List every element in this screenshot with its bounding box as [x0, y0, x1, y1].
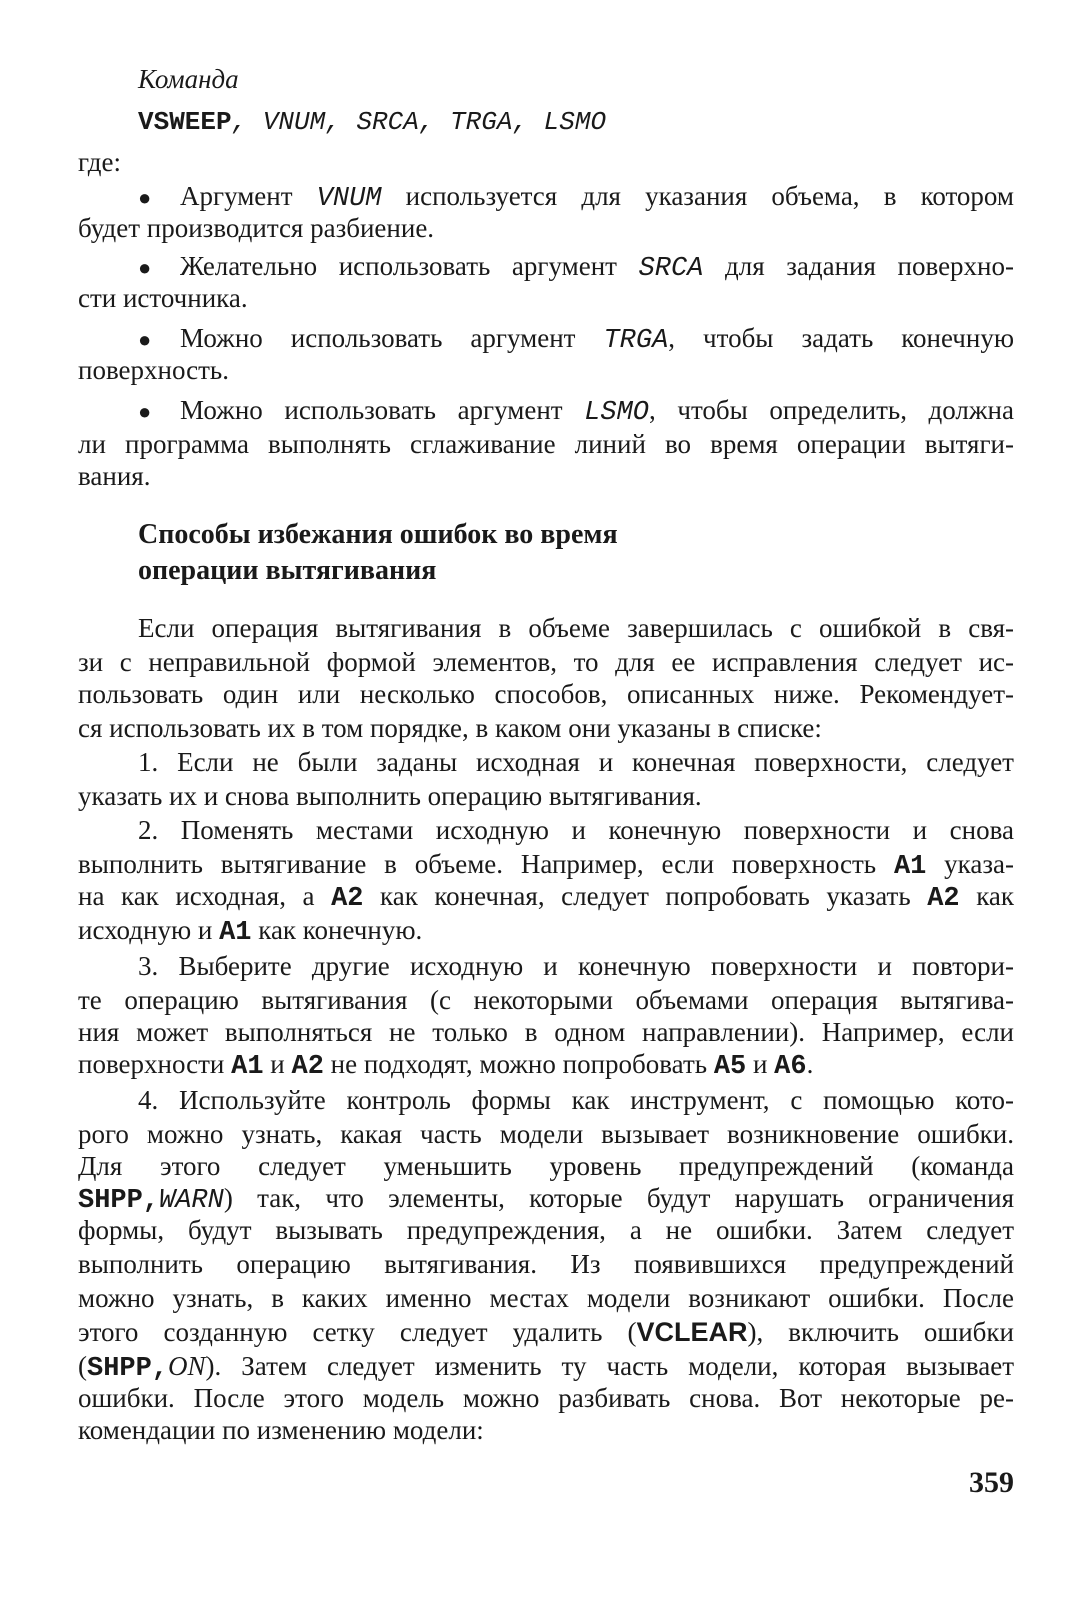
where-label: где: [78, 147, 121, 177]
command-label: Команда [138, 64, 239, 94]
list-item-4-line-5: формы, будут вызывать предупреждения, а не ошибки. Затем следует [78, 1215, 1014, 1245]
list-item-4: 4. Используйте контроль формы как инструмент, с помощью кото- [138, 1085, 1014, 1115]
bullet-srca: ● Желательно использовать аргумент SRCA для задания поверхно- [138, 251, 1014, 284]
list-item-4-line-2: рого можно узнать, какая часть модели вызывает возникновение ошибки. [78, 1119, 1014, 1149]
section-heading-line1: Способы избежания ошибок во время [138, 519, 618, 550]
list-item-2-line-4: исходную и A1 как конечную. [78, 915, 423, 948]
bullet-icon: ● [138, 185, 152, 210]
bullet-lsmo-continuation-2: вания. [78, 461, 151, 491]
list-item-2-line-2: выполнить вытягивание в объеме. Например, если поверхность A1 указа- [78, 849, 1014, 882]
list-item-2: 2. Поменять местами исходную и конечную поверхности и снова [138, 815, 1014, 845]
section-heading-line2: операции вытягивания [138, 555, 437, 586]
list-item-4-line-9: (SHPP,ON). Затем следует изменить ту часть модели, которая вызывает [78, 1351, 1014, 1384]
list-item-3-line-2: те операцию вытягивания (с некоторыми объемами операция вытягива- [78, 985, 1014, 1015]
command-syntax [138, 104, 606, 139]
list-item-1-continuation: указать их и снова выполнить операцию вытягивания. [78, 781, 702, 811]
list-item-2-line-3: на как исходная, а A2 как конечная, следует попробовать указать A2 как [78, 881, 1015, 914]
bullet-vnum: ● Аргумент VNUM используется для указания объема, в котором [138, 181, 1014, 214]
command-args: , VNUM, SRCA, TRGA, LSMO [231, 107, 607, 137]
list-item-3-line-4: поверхности A1 и A2 не подходят, можно попробовать A5 и A6. [78, 1049, 814, 1082]
bullet-icon: ● [138, 399, 152, 424]
intro-line-3: пользовать один или несколько способов, описанных ниже. Рекомендует- [78, 679, 1014, 709]
bullet-lsmo-continuation: ли программа выполнять сглаживание линий во время операции вытяги- [78, 429, 1014, 459]
list-item-4-line-7: можно узнать, в каких именно местах модели возникают ошибки. После [78, 1283, 1014, 1313]
page-number: 359 [969, 1466, 1014, 1499]
bullet-icon: ● [138, 327, 152, 352]
list-item-4-line-6: выполнить операцию вытягивания. Из появившихся предупреждений [78, 1249, 1014, 1279]
bullet-icon: ● [138, 255, 152, 280]
bullet-vnum-continuation: будет производится разбиение. [78, 213, 435, 243]
bullet-trga-continuation: поверхность. [78, 355, 229, 385]
bullet-trga: ● Можно использовать аргумент TRGA, чтобы задать конечную [138, 323, 1014, 356]
list-item-4-line-11: комендации по изменению модели: [78, 1415, 484, 1445]
list-item-3: 3. Выберите другие исходную и конечную поверхности и повтори- [138, 951, 1014, 981]
list-item-4-line-4: SHPP,WARN) так, что элементы, которые будут нарушать ограничения [78, 1183, 1014, 1216]
list-item-1: 1. Если не были заданы исходная и конечная поверхности, следует [138, 747, 1014, 777]
list-item-4-line-3: Для этого следует уменьшить уровень предупреждений (команда [78, 1151, 1014, 1181]
intro-line-4: ся использовать их в том порядке, в каком они указаны в списке: [78, 713, 822, 743]
intro-line-1: Если операция вытягивания в объеме завершилась с ошибкой в свя- [138, 613, 1014, 643]
list-item-4-line-8: этого созданную сетку следует удалить (VCLEAR), включить ошибки [78, 1317, 1014, 1347]
intro-line-2: зи с неправильной формой элементов, то для ее исправления следует ис- [78, 647, 1014, 677]
list-item-4-line-10: ошибки. После этого модель можно разбивать снова. Вот некоторые ре- [78, 1383, 1014, 1413]
bullet-srca-continuation: сти источника. [78, 283, 248, 313]
bullet-lsmo: ● Можно использовать аргумент LSMO, чтобы определить, должна [138, 395, 1014, 428]
command-name: VSWEEP [138, 107, 232, 137]
list-item-3-line-3: ния может выполняться не только в одном направлении). Например, если [78, 1017, 1014, 1047]
